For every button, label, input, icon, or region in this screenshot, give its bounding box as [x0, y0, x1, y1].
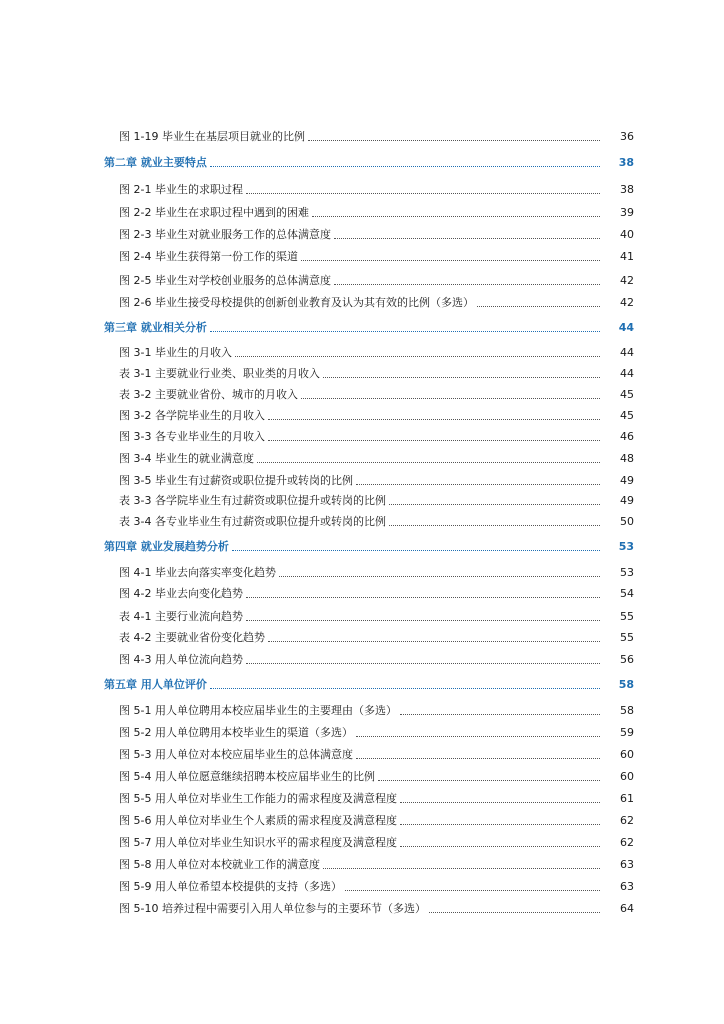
dot-leader	[429, 912, 600, 913]
entry-title: 表 3-2 主要就业省份、城市的月收入	[119, 388, 301, 402]
dot-leader	[477, 306, 600, 307]
dot-leader	[232, 550, 600, 551]
dot-leader	[356, 758, 600, 759]
dot-leader	[268, 419, 600, 420]
dot-leader	[279, 576, 600, 577]
toc-chapter-row[interactable]	[0, 534, 724, 554]
dot-leader	[378, 780, 600, 781]
page-number: 59	[620, 726, 634, 739]
entry-title: 图 5-1 用人单位聘用本校应届毕业生的主要理由（多选）	[119, 704, 400, 718]
entry-title: 图 2-3 毕业生对就业服务工作的总体满意度	[119, 228, 334, 242]
toc-entry-row[interactable]	[0, 896, 724, 916]
toc-entry-row[interactable]	[0, 468, 724, 488]
entry-title: 图 5-5 用人单位对毕业生工作能力的需求程度及满意程度	[119, 792, 400, 806]
chapter-title: 第四章 就业发展趋势分析	[104, 540, 232, 554]
dot-leader	[312, 216, 600, 217]
entry-title: 表 4-2 主要就业省份变化趋势	[119, 631, 268, 645]
entry-title: 图 4-3 用人单位流向趋势	[119, 653, 246, 667]
dot-leader	[246, 597, 600, 598]
page-number: 53	[618, 540, 634, 553]
page-number: 63	[620, 858, 634, 871]
toc-entry-row[interactable]	[0, 560, 724, 580]
entry-title: 图 3-4 毕业生的就业满意度	[119, 452, 257, 466]
entry-title: 图 3-3 各专业毕业生的月收入	[119, 430, 268, 444]
toc-entry-row[interactable]	[0, 509, 724, 529]
toc-entry-row[interactable]	[0, 786, 724, 806]
toc-chapter-row[interactable]	[0, 672, 724, 692]
dot-leader	[210, 688, 600, 689]
dot-leader	[246, 620, 600, 621]
page-number: 63	[620, 880, 634, 893]
toc-entry-row[interactable]	[0, 742, 724, 762]
entry-title: 图 3-1 毕业生的月收入	[119, 346, 235, 360]
toc-entry-row[interactable]	[0, 764, 724, 784]
toc-entry-row[interactable]	[0, 177, 724, 197]
entry-title: 图 5-9 用人单位希望本校提供的支持（多选）	[119, 880, 345, 894]
toc-entry-row[interactable]	[0, 604, 724, 624]
entry-title: 图 2-4 毕业生获得第一份工作的渠道	[119, 250, 301, 264]
dot-leader	[389, 525, 600, 526]
toc-entry-row[interactable]	[0, 290, 724, 310]
entry-title: 表 4-1 主要行业流向趋势	[119, 610, 246, 624]
dot-leader	[400, 824, 600, 825]
toc-entry-row[interactable]	[0, 403, 724, 423]
dot-leader	[268, 641, 600, 642]
page-number: 38	[620, 183, 634, 196]
toc-entry-row[interactable]	[0, 124, 724, 144]
dot-leader	[301, 260, 600, 261]
dot-leader	[268, 440, 600, 441]
page-number: 61	[620, 792, 634, 805]
page-number: 44	[620, 367, 634, 380]
page-number: 40	[620, 228, 634, 241]
entry-title: 图 2-1 毕业生的求职过程	[119, 183, 246, 197]
page-number: 56	[620, 653, 634, 666]
entry-title: 图 5-6 用人单位对毕业生个人素质的需求程度及满意程度	[119, 814, 400, 828]
page-number: 45	[620, 409, 634, 422]
page-number: 58	[618, 678, 634, 691]
page-number: 54	[620, 587, 634, 600]
toc-entry-row[interactable]	[0, 382, 724, 402]
chapter-title: 第三章 就业相关分析	[104, 321, 210, 335]
entry-title: 图 3-5 毕业生有过薪资或职位提升或转岗的比例	[119, 474, 356, 488]
page-number: 44	[618, 321, 634, 334]
dot-leader	[257, 462, 600, 463]
entry-title: 表 3-3 各学院毕业生有过薪资或职位提升或转岗的比例	[119, 494, 389, 508]
toc-entry-row[interactable]	[0, 488, 724, 508]
page-number: 36	[620, 130, 634, 143]
entry-title: 图 4-2 毕业去向变化趋势	[119, 587, 246, 601]
page-number: 48	[620, 452, 634, 465]
toc-entry-row[interactable]	[0, 581, 724, 601]
page-number: 38	[618, 156, 634, 169]
dot-leader	[345, 890, 600, 891]
dot-leader	[400, 846, 600, 847]
entry-title: 图 5-2 用人单位聘用本校毕业生的渠道（多选）	[119, 726, 356, 740]
entry-title: 图 5-3 用人单位对本校应届毕业生的总体满意度	[119, 748, 356, 762]
toc-chapter-row[interactable]	[0, 315, 724, 335]
page-number: 60	[620, 748, 634, 761]
toc-entry-row[interactable]	[0, 720, 724, 740]
toc-entry-row[interactable]	[0, 852, 724, 872]
page-number: 49	[620, 474, 634, 487]
dot-leader	[389, 504, 600, 505]
entry-title: 表 3-4 各专业毕业生有过薪资或职位提升或转岗的比例	[119, 515, 389, 529]
dot-leader	[356, 484, 600, 485]
dot-leader	[246, 663, 600, 664]
toc-entry-row[interactable]	[0, 808, 724, 828]
dot-leader	[400, 802, 600, 803]
toc-entry-row[interactable]	[0, 874, 724, 894]
entry-title: 图 5-4 用人单位愿意继续招聘本校应届毕业生的比例	[119, 770, 378, 784]
dot-leader	[356, 736, 600, 737]
dot-leader	[246, 193, 600, 194]
dot-leader	[235, 356, 600, 357]
dot-leader	[400, 714, 600, 715]
page-number: 60	[620, 770, 634, 783]
page-number: 58	[620, 704, 634, 717]
toc-entry-row[interactable]	[0, 647, 724, 667]
page-number: 55	[620, 631, 634, 644]
dot-leader	[308, 140, 600, 141]
entry-title: 表 3-1 主要就业行业类、职业类的月收入	[119, 367, 323, 381]
page-number: 45	[620, 388, 634, 401]
toc-entry-row[interactable]	[0, 222, 724, 242]
dot-leader	[301, 398, 600, 399]
chapter-title: 第五章 用人单位评价	[104, 678, 210, 692]
page-number: 62	[620, 814, 634, 827]
page-number: 44	[620, 346, 634, 359]
entry-title: 图 1-19 毕业生在基层项目就业的比例	[119, 130, 308, 144]
chapter-title: 第二章 就业主要特点	[104, 156, 210, 170]
entry-title: 图 5-7 用人单位对毕业生知识水平的需求程度及满意程度	[119, 836, 400, 850]
page-number: 55	[620, 610, 634, 623]
page-number: 39	[620, 206, 634, 219]
dot-leader	[210, 331, 600, 332]
toc-entry-row[interactable]	[0, 340, 724, 360]
page-number: 42	[620, 274, 634, 287]
toc-entry-row[interactable]	[0, 625, 724, 645]
entry-title: 图 2-5 毕业生对学校创业服务的总体满意度	[119, 274, 334, 288]
toc-entry-row[interactable]	[0, 424, 724, 444]
dot-leader	[334, 238, 600, 239]
entry-title: 图 5-8 用人单位对本校就业工作的满意度	[119, 858, 323, 872]
page-number: 42	[620, 296, 634, 309]
toc-entry-row[interactable]	[0, 200, 724, 220]
entry-title: 图 2-2 毕业生在求职过程中遇到的困难	[119, 206, 312, 220]
dot-leader	[323, 868, 600, 869]
toc-entry-row[interactable]	[0, 446, 724, 466]
toc-entry-row[interactable]	[0, 361, 724, 381]
page-number: 46	[620, 430, 634, 443]
entry-title: 图 3-2 各学院毕业生的月收入	[119, 409, 268, 423]
page-number: 53	[620, 566, 634, 579]
page-number: 50	[620, 515, 634, 528]
entry-title: 图 2-6 毕业生接受母校提供的创新创业教育及认为其有效的比例（多选）	[119, 296, 477, 310]
toc-chapter-row[interactable]	[0, 150, 724, 170]
entry-title: 图 4-1 毕业去向落实率变化趋势	[119, 566, 279, 580]
dot-leader	[210, 166, 600, 167]
toc-entry-row[interactable]	[0, 830, 724, 850]
toc-entry-row[interactable]	[0, 268, 724, 288]
page-number: 49	[620, 494, 634, 507]
page-number: 64	[620, 902, 634, 915]
toc-entry-row[interactable]	[0, 244, 724, 264]
dot-leader	[323, 377, 600, 378]
toc-entry-row[interactable]	[0, 698, 724, 718]
dot-leader	[334, 284, 600, 285]
entry-title: 图 5-10 培养过程中需要引入用人单位参与的主要环节（多选）	[119, 902, 429, 916]
page-number: 62	[620, 836, 634, 849]
page-number: 41	[620, 250, 634, 263]
